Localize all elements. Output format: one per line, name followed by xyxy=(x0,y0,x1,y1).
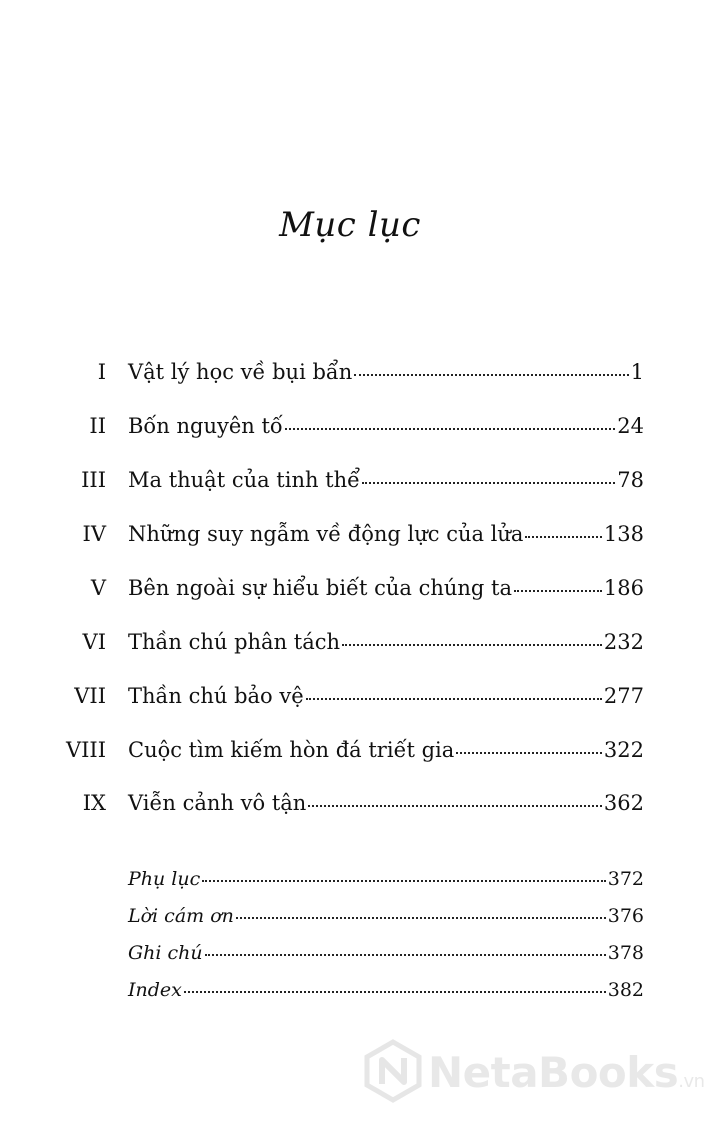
chapter-title: Những suy ngẫm về động lực của lửa xyxy=(128,522,524,546)
toc-entry-chapter-5[interactable] xyxy=(0,576,700,606)
page-number: 378 xyxy=(607,942,644,964)
chapter-title: Bốn nguyên tố xyxy=(128,414,283,438)
toc-entry-acknowledgements[interactable] xyxy=(0,905,700,935)
dot-leader xyxy=(514,589,602,592)
toc-entry-chapter-9[interactable] xyxy=(0,791,700,821)
netabooks-logo-icon xyxy=(362,1040,424,1102)
page-number: 232 xyxy=(603,630,644,654)
toc-entry-chapter-8[interactable] xyxy=(0,738,700,768)
chapter-number: IV xyxy=(82,522,106,546)
page-number: 376 xyxy=(607,905,644,927)
page-number: 322 xyxy=(603,738,644,762)
dot-leader xyxy=(456,751,602,754)
toc-entry-appendix[interactable] xyxy=(0,868,700,898)
dot-leader xyxy=(525,535,601,538)
toc-entry-chapter-4[interactable] xyxy=(0,522,700,552)
page-number: 1 xyxy=(630,360,644,384)
chapter-title: Thần chú bảo vệ xyxy=(128,684,304,708)
dot-leader xyxy=(184,990,606,993)
chapter-title: Vật lý học về bụi bẩn xyxy=(128,360,353,384)
chapter-number: IX xyxy=(82,791,106,815)
chapter-title: Ma thuật của tinh thể xyxy=(128,468,361,492)
toc-entry-notes[interactable] xyxy=(0,942,700,972)
chapter-number: II xyxy=(89,414,106,438)
chapter-title: Cuộc tìm kiếm hòn đá triết gia xyxy=(128,738,455,762)
watermark-text xyxy=(428,1048,705,1097)
appendix-title: Phụ lục xyxy=(128,868,201,890)
chapter-number: III xyxy=(81,468,106,492)
chapter-title: Viễn cảnh vô tận xyxy=(128,791,307,815)
dot-leader xyxy=(354,373,628,376)
page-title: Mục lục xyxy=(279,205,421,245)
dot-leader xyxy=(202,879,605,882)
chapter-number: V xyxy=(90,576,106,600)
page-number: 186 xyxy=(603,576,644,600)
dot-leader xyxy=(342,643,602,646)
watermark-brand: NetaBooks xyxy=(428,1048,679,1097)
toc-entry-chapter-6[interactable] xyxy=(0,630,700,660)
watermark-suffix: .vn xyxy=(678,1071,705,1092)
page-number: 277 xyxy=(603,684,644,708)
page-number: 362 xyxy=(603,791,644,815)
dot-leader xyxy=(306,697,602,700)
appendix-title: Ghi chú xyxy=(128,942,203,964)
chapter-title: Bên ngoài sự hiểu biết của chúng ta xyxy=(128,576,513,600)
page-number: 372 xyxy=(607,868,644,890)
chapter-number: I xyxy=(97,360,106,384)
chapter-number: VIII xyxy=(65,738,106,762)
dot-leader xyxy=(362,481,615,484)
chapter-number: VI xyxy=(82,630,106,654)
dot-leader xyxy=(236,916,606,919)
watermark xyxy=(362,1040,705,1110)
appendix-title: Lời cám ơn xyxy=(128,905,234,927)
chapter-title: Thần chú phân tách xyxy=(128,630,341,654)
page-number: 78 xyxy=(617,468,644,492)
chapter-number: VII xyxy=(74,684,106,708)
dot-leader xyxy=(308,804,602,807)
toc-entry-chapter-3[interactable] xyxy=(0,468,700,498)
page-number: 382 xyxy=(607,979,644,1001)
toc-entry-chapter-1[interactable] xyxy=(0,360,700,390)
dot-leader xyxy=(205,953,606,956)
page-number: 24 xyxy=(617,414,644,438)
toc-entry-chapter-7[interactable] xyxy=(0,684,700,714)
appendix-title: Index xyxy=(128,979,182,1001)
dot-leader xyxy=(285,427,616,430)
toc-entry-index[interactable] xyxy=(0,979,700,1009)
toc-entry-chapter-2[interactable] xyxy=(0,414,700,444)
page-number: 138 xyxy=(603,522,644,546)
